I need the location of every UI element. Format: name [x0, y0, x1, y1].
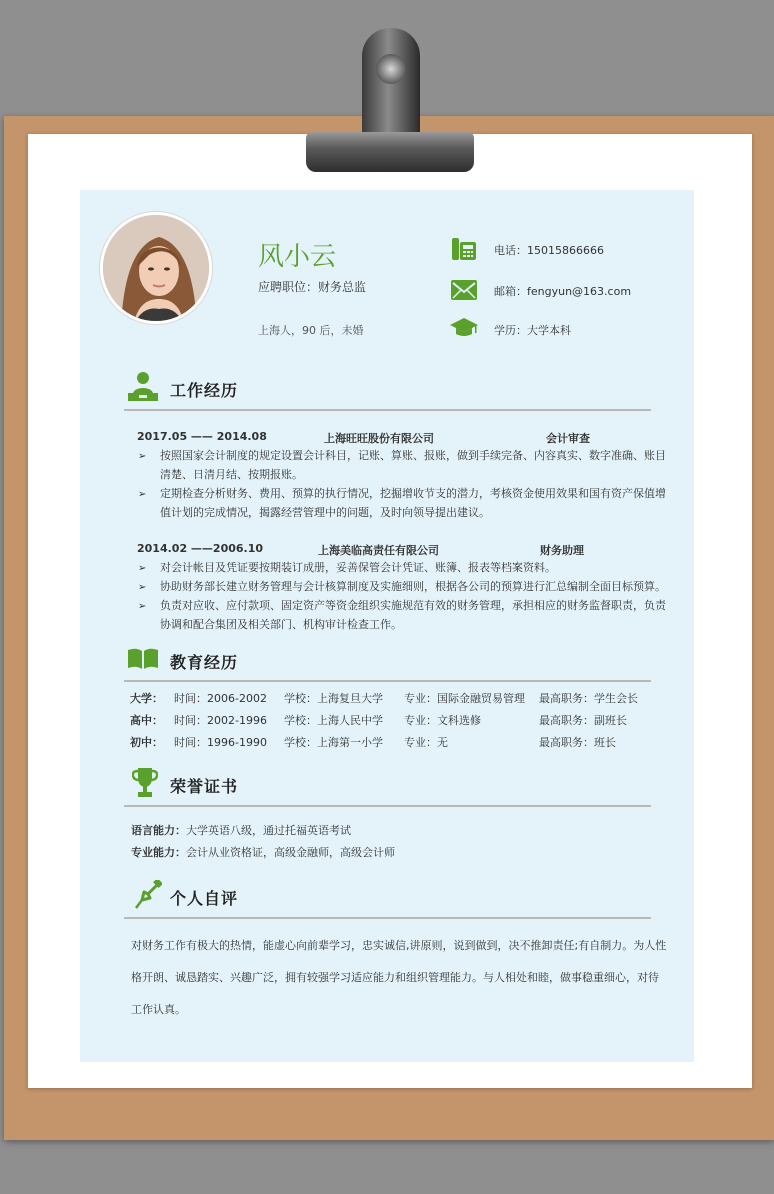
work-company: 上海美临高责任有限公司 — [318, 544, 439, 557]
honor-line — [131, 822, 351, 838]
honor-label: 专业能力： — [131, 846, 186, 859]
work-role: 会计审查 — [546, 432, 590, 445]
work-bullet-line: 清楚、日清月结、按期报账。 — [160, 468, 303, 481]
clip-hole — [376, 54, 406, 84]
work-bullet-line: 协调和配合集团及相关部门、机构审计检查工作。 — [160, 618, 402, 631]
section-title-self: 个人自评 — [170, 889, 239, 908]
honor-text: 大学英语八级，通过托福英语考试 — [186, 824, 351, 837]
edu-level: 大学： — [130, 692, 163, 705]
work-bullet-line: 负责对应收、应付款项、固定资产等资金组织实施规范有效的财务管理，承担相应的财务监督职责，负责 — [160, 599, 666, 612]
divider — [124, 409, 651, 411]
mail-icon — [451, 280, 477, 300]
personal-info: 上海人，90 后，未婚 — [258, 324, 364, 337]
work-bullet-line: 值计划的完成情况，揭露经营管理中的问题，及时向领导提出建议。 — [160, 506, 490, 519]
education-text: 学历：大学本科 — [494, 324, 571, 337]
work-bullet-line: 对会计帐目及凭证要按期装订成册，妥善保管会计凭证、账簿、报表等档案资料。 — [160, 561, 556, 574]
name: 风小云 — [258, 242, 337, 272]
bullet-arrow-icon: ➢ — [138, 489, 147, 500]
edu-post: 最高职务：学生会长 — [539, 692, 638, 705]
section-title-education: 教育经历 — [170, 653, 239, 672]
edu-major: 专业：无 — [404, 736, 448, 749]
graduation-cap-icon — [450, 318, 478, 336]
divider — [124, 917, 651, 919]
person-desk-icon — [128, 370, 158, 402]
divider — [124, 680, 651, 682]
edu-school: 学校：上海人民中学 — [284, 714, 383, 727]
divider — [124, 805, 651, 807]
edu-school: 学校：上海复旦大学 — [284, 692, 383, 705]
work-period: 2017.05 —— 2014.08 — [137, 430, 267, 443]
bullet-arrow-icon: ➢ — [138, 582, 147, 593]
self-eval-line: 工作认真。 — [131, 1003, 186, 1016]
bullet-arrow-icon: ➢ — [138, 601, 147, 612]
edu-post: 最高职务：班长 — [539, 736, 616, 749]
work-role: 财务助理 — [540, 544, 584, 557]
honor-label: 语言能力： — [131, 824, 186, 837]
work-bullet-line: 协助财务部长建立财务管理与会计核算制度及实施细则，根据各公司的预算进行汇总编制全面目标预算。 — [160, 580, 666, 593]
self-eval-line: 格开朗、诚恳踏实、兴趣广泛，拥有较强学习适应能力和组织管理能力。与人相处和睦，做事稳重细心，对待 — [131, 971, 659, 984]
edu-post: 最高职务：副班长 — [539, 714, 627, 727]
phone-text: 电话：15015866666 — [494, 244, 604, 257]
work-bullet-line: 按照国家会计制度的规定设置会计科目，记账、算账、报账，做到手续完备、内容真实、数字准确、账目 — [160, 449, 666, 462]
email-text: 邮箱：fengyun@163.com — [494, 285, 632, 298]
bullet-arrow-icon: ➢ — [138, 451, 147, 462]
clip-base — [306, 132, 474, 172]
book-icon — [128, 648, 158, 670]
edu-level: 初中： — [130, 736, 163, 749]
edu-major: 专业：文科选修 — [404, 714, 481, 727]
edu-level: 高中： — [130, 714, 163, 727]
edu-major: 专业：国际金融贸易管理 — [404, 692, 525, 705]
honor-text: 会计从业资格证，高级金融师，高级会计师 — [186, 846, 395, 859]
edu-time: 时间：1996-1990 — [174, 736, 267, 749]
phone-icon — [452, 236, 476, 262]
pen-icon — [134, 880, 162, 910]
avatar — [100, 212, 212, 324]
bullet-arrow-icon: ➢ — [138, 563, 147, 574]
trophy-icon — [132, 768, 158, 798]
edu-school: 学校：上海第一小学 — [284, 736, 383, 749]
clip-lever — [362, 28, 420, 148]
work-bullet-line: 定期检查分析财务、费用、预算的执行情况，挖掘增收节支的潜力，考核资金使用效果和国有资产保值增 — [160, 487, 666, 500]
edu-time: 时间：2002-1996 — [174, 714, 267, 727]
position: 应聘职位：财务总监 — [258, 280, 367, 294]
work-company: 上海旺旺股份有限公司 — [324, 432, 434, 445]
honor-line — [131, 844, 395, 860]
section-title-work: 工作经历 — [170, 381, 239, 400]
section-title-honors: 荣誉证书 — [170, 777, 239, 796]
self-eval-line: 对财务工作有极大的热情，能虚心向前辈学习，忠实诚信,讲原则，说到做到，决不推卸责任;有自制力。为人性 — [131, 939, 667, 952]
edu-time: 时间：2006-2002 — [174, 692, 267, 705]
work-period: 2014.02 ——2006.10 — [137, 542, 264, 555]
